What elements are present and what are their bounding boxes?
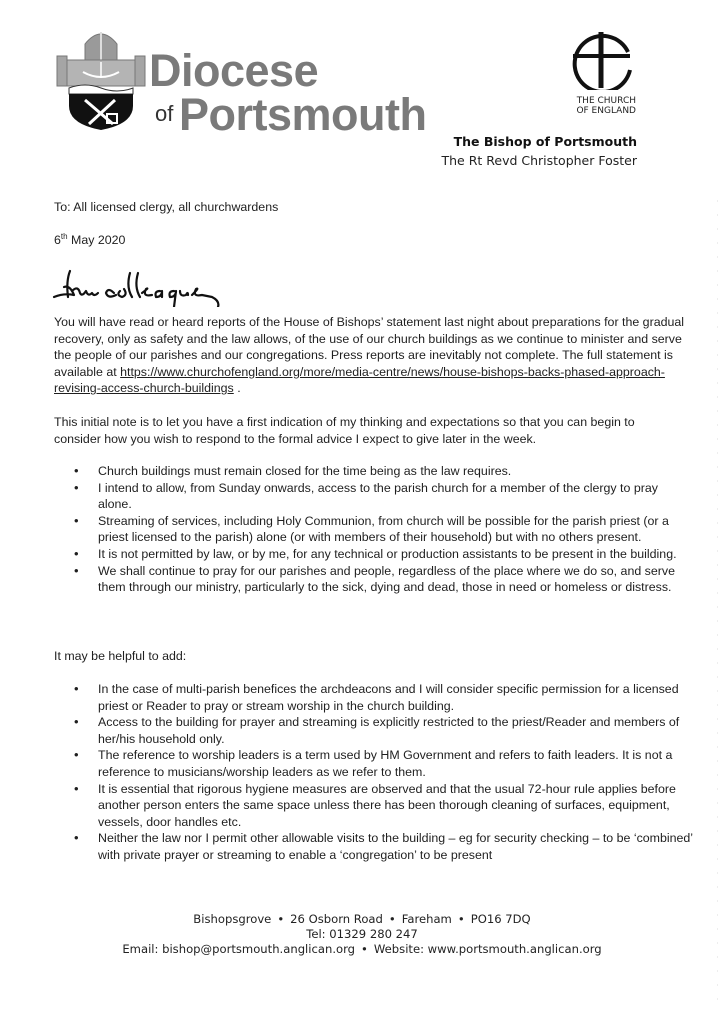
sender-name: The Rt Revd Christopher Foster <box>441 153 637 168</box>
footer-separator: • <box>388 912 396 926</box>
list-item: • It is essential that rigorous hygiene measures are observed and that the usual 72-hour rule applies before another person enters the same space unless there has been thorough cleaning of surfaces, equipment, vessels, door handles etc. <box>54 781 694 831</box>
date-day: 6 <box>54 233 61 247</box>
list-item: • We shall continue to pray for our parishes and people, regardless of the place where we do so, and serve them through our ministry, particularly to the sick, dying and dead, those in need or homeless or distress. <box>54 563 694 596</box>
sender-title: The Bishop of Portsmouth <box>453 134 637 149</box>
list-item: • In the case of multi-parish benefices the archdeacons and I will consider specific permission for a licensed priest or Reader to pray or stream worship in the church building. <box>54 681 694 714</box>
letterhead-footer <box>0 912 724 957</box>
footer-address-postcode: PO16 7DQ <box>470 912 531 926</box>
footer-address-street: 26 Osborn Road <box>290 912 383 926</box>
paragraph-statement <box>54 314 684 397</box>
recipients-line: To: All licensed clergy, all churchwardens <box>54 200 279 214</box>
paragraph-statement-end: . <box>233 381 241 396</box>
handwritten-salutation <box>50 267 250 307</box>
footer-address-town: Fareham <box>401 912 452 926</box>
diocese-crest-icon <box>55 26 147 131</box>
list-item: • Access to the building for prayer and streaming is explicitly restricted to the priest/Reader and members of her/his household only. <box>54 714 694 747</box>
list-item: • I intend to allow, from Sunday onwards, access to the parish church for a member of the clergy to pray alone. <box>54 480 694 513</box>
diocese-logo <box>55 26 427 140</box>
paragraph-helpful-add: It may be helpful to add: <box>54 649 187 663</box>
list-item: • Streaming of services, including Holy Communion, from church will be possible for the parish priest (or a priest licensed to the parish) alone (or with members of their household) but with no others present. <box>54 513 694 546</box>
coe-text-line1: THE CHURCH <box>576 96 636 106</box>
footer-website[interactable]: Website: www.portsmouth.anglican.org <box>373 942 602 956</box>
footer-address-house: Bishopsgrove <box>193 912 272 926</box>
statement-link[interactable]: https://www.churchofengland.org/more/media-centre/news/house-bishops-backs-phased-approach-revising-access-church-buildings <box>54 364 665 396</box>
church-of-england-logo <box>566 30 636 116</box>
footer-contact <box>0 942 724 957</box>
list-item: • Church buildings must remain closed for the time being as the law requires. <box>54 463 694 480</box>
expectations-list <box>54 463 694 596</box>
footer-address <box>0 912 724 927</box>
logo-text-diocese: Diocese <box>149 45 319 96</box>
coe-text-line2: OF ENGLAND <box>576 106 636 116</box>
date-rest: May 2020 <box>67 233 126 247</box>
date-suffix: th <box>60 231 68 241</box>
list-item: • The reference to worship leaders is a term used by HM Government and refers to faith leaders. It is not a reference to musicians/worship leaders as we refer to them. <box>54 747 694 780</box>
letter-date <box>54 232 125 249</box>
scan-edge-artifact <box>717 200 718 1000</box>
list-item: • It is not permitted by law, or by me, for any technical or production assistants to be present in the building. <box>54 546 694 563</box>
list-item: • Neither the law nor I permit other allowable visits to the building – eg for security checking – to be ‘combined’ with private prayer or streaming to enable a ‘congregation’ to be present <box>54 830 694 863</box>
footer-separator: • <box>361 942 368 956</box>
footer-tel: Tel: 01329 280 247 <box>306 927 418 941</box>
logo-text-portsmouth: Portsmouth <box>179 89 427 140</box>
footer-email[interactable]: Email: bishop@portsmouth.anglican.org <box>122 942 356 956</box>
paragraph-statement-text: You will have read or heard reports of the House of Bishops’ statement last night about preparations for the gradual recovery, only as safety and the law allows, of the use of our church buildings as we continue to minister and serve the people of our parishes and our congregations. Press reports are inevitably not complete. The full statement is available at <box>54 315 685 379</box>
paragraph-initial-note: This initial note is to let you have a first indication of my thinking and expectations so that you can begin to consider how you wish to respond to the formal advice I expect to give later in the week. <box>54 415 635 446</box>
additional-notes-list <box>54 681 694 864</box>
church-of-england-cross-icon <box>566 30 636 90</box>
footer-separator: • <box>457 912 465 926</box>
logo-text-of: of <box>155 101 174 126</box>
footer-separator: • <box>277 912 285 926</box>
